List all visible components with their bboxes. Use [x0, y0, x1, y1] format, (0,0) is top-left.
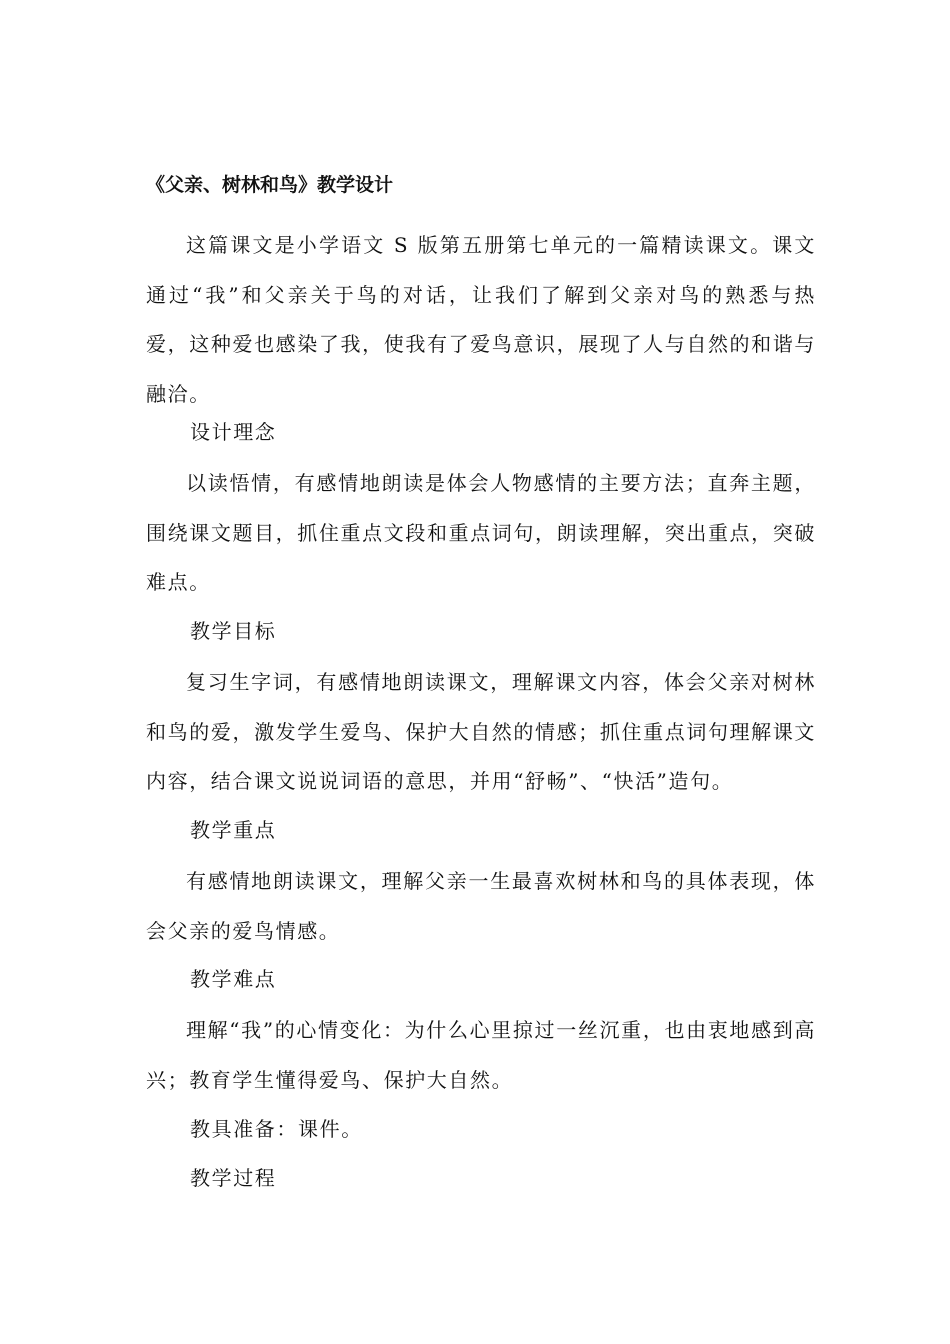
heading-teaching-difficulty: 教学难点 — [190, 967, 277, 991]
intro-paragraph: 这篇课文是小学语文 S 版第五册第七单元的一篇精读课文。课文通过“我”和父亲关于鸟的对话，让我们了解到父亲对鸟的熟悉与热爱，这种爱也感染了我，使我有了爱鸟意识，展现了人与自然的和谐与融洽。 — [146, 233, 816, 406]
heading-teaching-focus: 教学重点 — [190, 818, 277, 842]
teaching-goals-paragraph: 复习生字词，有感情地朗读课文，理解课文内容，体会父亲对树林和鸟的爱，激发学生爱鸟、保护大自然的情感；抓住重点词句理解课文内容，结合课文说说词语的意思，并用“舒畅”、“快活”造句。 — [146, 670, 816, 793]
document-title: 《父亲、树林和鸟》教学设计 — [146, 174, 394, 196]
teaching-tools-line: 教具准备：课件。 — [190, 1117, 363, 1141]
heading-teaching-goals: 教学目标 — [190, 619, 277, 643]
heading-design-concept: 设计理念 — [190, 420, 277, 444]
heading-teaching-process: 教学过程 — [190, 1166, 277, 1190]
teaching-difficulty-paragraph: 理解“我”的心情变化：为什么心里掠过一丝沉重，也由衷地感到高兴；教育学生懂得爱鸟、保护大自然。 — [146, 1018, 816, 1092]
design-concept-paragraph: 以读悟情，有感情地朗读是体会人物感情的主要方法；直奔主题，围绕课文题目，抓住重点文段和重点词句，朗读理解，突出重点，突破难点。 — [146, 471, 816, 594]
teaching-focus-paragraph: 有感情地朗读课文，理解父亲一生最喜欢树林和鸟的具体表现，体会父亲的爱鸟情感。 — [146, 869, 816, 943]
